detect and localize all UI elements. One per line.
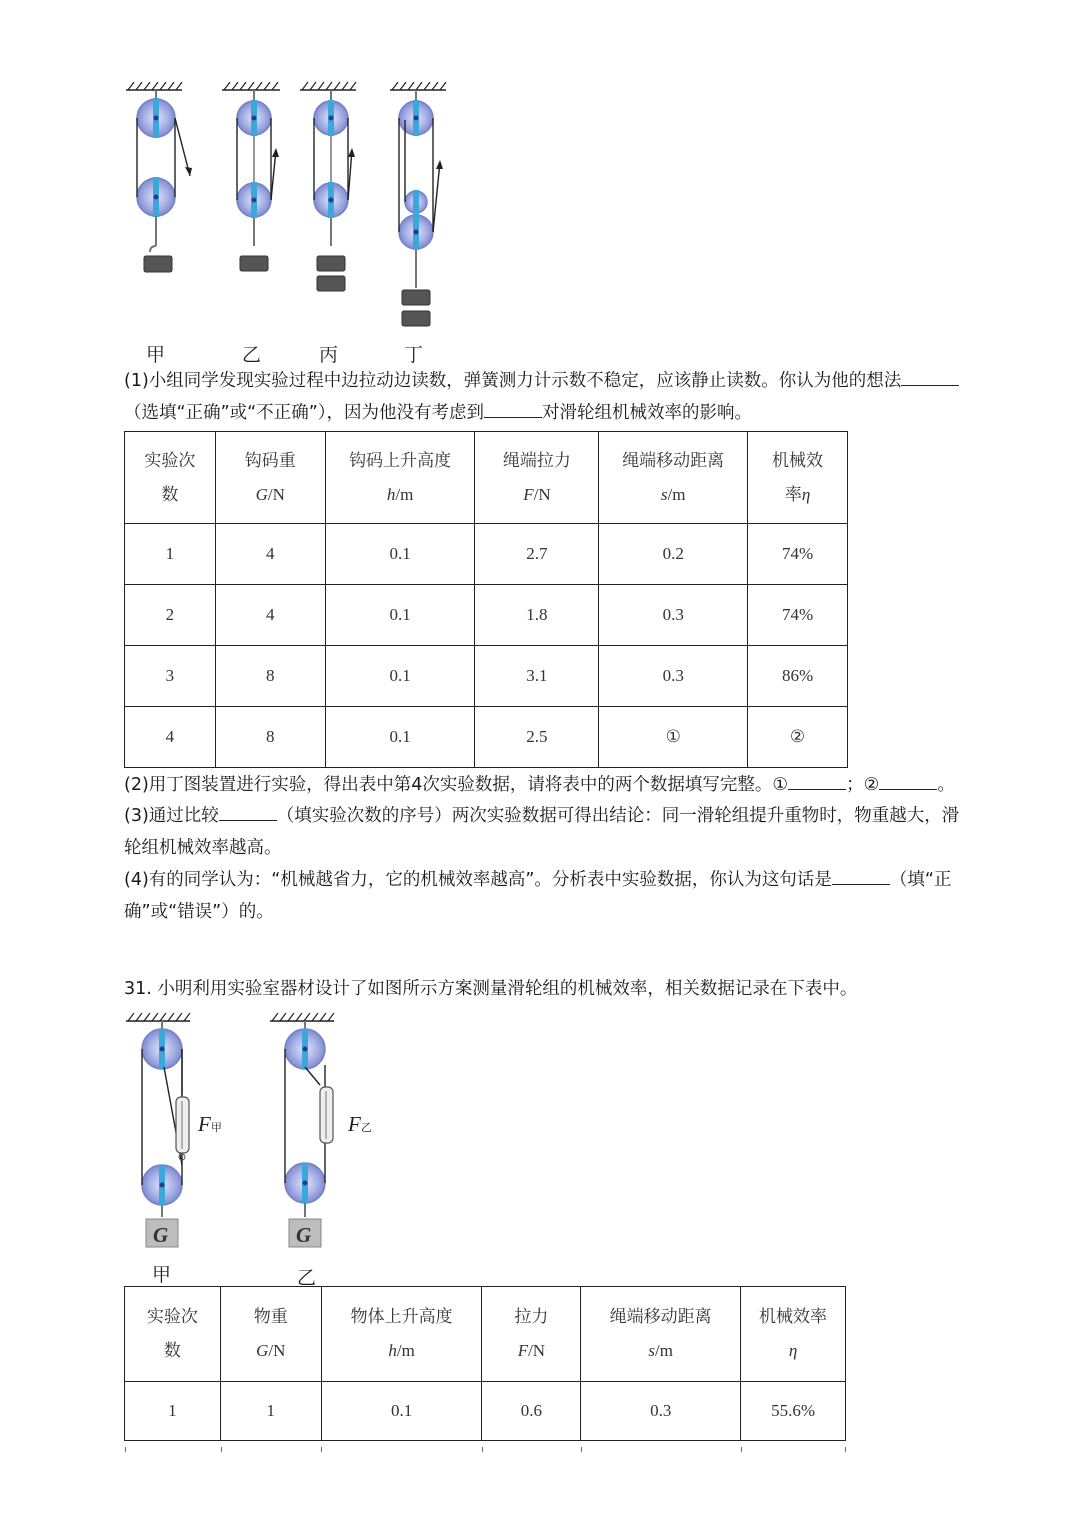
answer-blank[interactable] [484, 399, 542, 418]
table-cut-edge [581, 1447, 582, 1452]
header-cell: 实验次 数 [125, 1287, 221, 1382]
question-1-text-b: （选填“正确”或“不正确”），因为他没有考虑到 [124, 403, 485, 423]
question-2-text: (2)用丁图装置进行实验，得出表中第4次实验数据，请将表中的两个数据填写完整。① [124, 775, 789, 795]
force-label-jia: F甲 [198, 1112, 222, 1136]
answer-blank[interactable] [788, 771, 846, 790]
question-2-end: 。 [937, 775, 955, 795]
table-cell: 8 [215, 707, 325, 768]
table-cell: 2.5 [475, 707, 599, 768]
table-cell: 1 [125, 524, 216, 585]
question-1-text: (1)小组同学发现实验过程中边拉动边读数，弹簧测力计示数不稳定，应该静止读数。你认为他的想法 [124, 371, 902, 391]
header-cell: 机械效 率η [748, 432, 848, 524]
experiment-table-2 [124, 1286, 846, 1441]
table-cell: 86% [748, 646, 848, 707]
figure2-label-yi: 乙 [297, 1267, 317, 1289]
table-cell: 3.1 [475, 646, 599, 707]
pulley-system-ding [399, 90, 443, 326]
header-cell: 钩码上升高度 h/m [325, 432, 475, 524]
header-cell: 绳端移动距离 s/m [581, 1287, 741, 1382]
question-3-text: (3)通过比较 [124, 806, 219, 826]
answer-blank[interactable] [879, 771, 937, 790]
table-cell: 0.1 [325, 585, 475, 646]
question-1 [124, 365, 986, 429]
table-row [125, 707, 848, 768]
table-cut-edge [321, 1447, 322, 1452]
table-cut-edge [482, 1447, 483, 1452]
table-cell: 0.3 [599, 585, 748, 646]
question-4-text: (4)有的同学认为：“机械越省力，它的机械效率越高”。分析表中实验数据，你认为这句话是 [124, 870, 832, 890]
table-row [125, 1382, 846, 1441]
table-cell: 0.1 [325, 646, 475, 707]
table-cut-edge [125, 1447, 126, 1452]
question-4 [124, 864, 986, 928]
header-cell: 钩码重 G/N [215, 432, 325, 524]
table-cell: 8 [215, 646, 325, 707]
table-cell: 55.6% [741, 1382, 846, 1441]
pulley-figure-1 [120, 70, 460, 340]
figure2-label-jia: 甲 [152, 1264, 172, 1286]
table-cut-edge [221, 1447, 222, 1452]
table-cell: 0.1 [325, 524, 475, 585]
table-cell: 0.3 [599, 646, 748, 707]
table-cell: 4 [215, 585, 325, 646]
question-3-text-b: （填实验次数的序号）两次实验数据可得出结论：同一滑轮组提升重物时，物重越大，滑 [276, 806, 960, 826]
header-cell: 物体上升高度 h/m [321, 1287, 482, 1382]
header-cell: 实验次 数 [125, 432, 216, 524]
table-cell: 3 [125, 646, 216, 707]
table-cell: 2 [125, 585, 216, 646]
weight-label-jia: G [153, 1223, 169, 1247]
table-cell: 74% [748, 585, 848, 646]
answer-blank[interactable] [901, 367, 959, 386]
question-2-mid: ；② [846, 775, 880, 795]
table-cell: 1 [220, 1382, 321, 1441]
answer-blank[interactable] [832, 866, 890, 885]
table-row [125, 524, 848, 585]
question-31 [124, 973, 986, 1005]
figure1-label-jia: 甲 [146, 344, 166, 366]
table-header-row [125, 1287, 846, 1382]
header-cell: 物重 G/N [220, 1287, 321, 1382]
question-4-text-b: （填“正 [889, 870, 952, 890]
table-cell: ① [599, 707, 748, 768]
question-2 [124, 769, 986, 801]
table-cell: 1.8 [475, 585, 599, 646]
header-cell: 绳端拉力 F/N [475, 432, 599, 524]
table-cut-edge [741, 1447, 742, 1452]
table-cut-edge [845, 1447, 846, 1452]
table-cell: ② [748, 707, 848, 768]
question-1-text-c: 对滑轮组机械效率的影响。 [542, 403, 753, 423]
force-label-yi: F乙 [348, 1112, 372, 1136]
table-cell: 0.2 [599, 524, 748, 585]
pulley-system-bing [314, 90, 355, 291]
pulley-system-jia [137, 90, 192, 272]
figure1-label-ding: 丁 [404, 344, 424, 366]
answer-blank[interactable] [219, 802, 277, 821]
experiment-table-1 [124, 431, 848, 768]
header-cell: 拉力 F/N [482, 1287, 581, 1382]
table-cell: 4 [125, 707, 216, 768]
table-row [125, 585, 848, 646]
pulley-figure-2 [120, 1005, 380, 1255]
table-cell: 0.1 [321, 1382, 482, 1441]
weight-label-yi: G [296, 1223, 312, 1247]
table-cell: 0.1 [325, 707, 475, 768]
figure1-label-bing: 丙 [319, 344, 339, 366]
header-cell: 绳端移动距离 s/m [599, 432, 748, 524]
question-3-text-c: 轮组机械效率越高。 [124, 838, 282, 858]
table-cell: 1 [125, 1382, 221, 1441]
table-header-row [125, 432, 848, 524]
table-cell: 0.6 [482, 1382, 581, 1441]
header-cell: 机械效率 η [741, 1287, 846, 1382]
table-cell: 4 [215, 524, 325, 585]
question-31-text: 31. 小明利用实验室器材设计了如图所示方案测量滑轮组的机械效率，相关数据记录在下表中。 [124, 979, 858, 999]
pulley-system-jia-2 [142, 1021, 189, 1247]
table-cell: 74% [748, 524, 848, 585]
table-row [125, 646, 848, 707]
table-cell: 2.7 [475, 524, 599, 585]
pulley-system-yi [237, 90, 279, 271]
table-cell: 0.3 [581, 1382, 741, 1441]
pulley-system-yi-2 [285, 1021, 333, 1247]
figure1-label-yi: 乙 [242, 344, 262, 366]
question-3 [124, 800, 986, 864]
question-4-text-c: 确”或“错误”）的。 [124, 902, 274, 922]
